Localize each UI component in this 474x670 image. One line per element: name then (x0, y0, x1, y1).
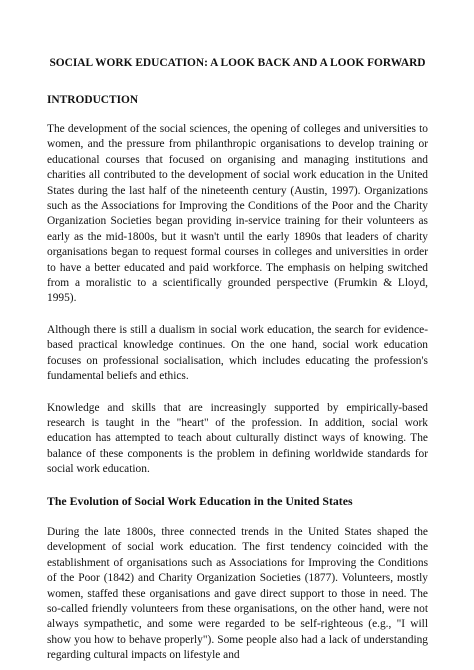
document-title: SOCIAL WORK EDUCATION: A LOOK BACK AND A LOOK FORWARD (49, 57, 426, 69)
introduction-paragraph-3: Knowledge and skills that are increasingly supported by empirically-based research is taught in the "heart" of the profession. In addition, social work education has attempted to teach about culturally distinct ways of knowing. The balance of these components is the problem in defining worldwide standards for social work education. (47, 401, 428, 476)
evolution-paragraph-1: During the late 1800s, three connected trends in the United States shaped the development of social work education. The first tendency coincided with the establishment of organisations such as Associations for Improving the Conditions of the Poor (1842) and Charity Organization Societies (1877). Volunteers, mostly women, staffed these organisations and gave direct support to those in need. The so-called friendly volunteers from these organisations, on the other hand, were not always sympathetic, and some were regarded to be self-righteous (e.g., "I will show you how to behave properly"). Some people also had a lack of understanding regarding cultural impacts on lifestyle and (47, 526, 428, 662)
introduction-paragraph-2: Although there is still a dualism in social work education, the search for evidence-based practical knowledge continues. On the one hand, social work education focuses on professional socialisation, which includes educating the profession's fundamental beliefs and ethics. (47, 323, 428, 383)
section-heading-evolution: The Evolution of Social Work Education in the United States (47, 493, 353, 508)
section-heading-introduction: INTRODUCTION (47, 93, 139, 106)
introduction-paragraph-1: The development of the social sciences, the opening of colleges and universities to women, and the pressure from philanthropic organisations to develop training or educational courses that focused on organising and managing institutions and charities all contributed to the development of social work education in the United States during the last half of the nineteenth century (Austin, 1997). Organizations such as the Associations for Improving the Conditions of the Poor and the Charity Organization Societies began providing in-service training for their volunteers as early as the mid-1800s, but it wasn't until the early 1890s that leaders of charity organisations began to request formal courses in colleges and universities in order to have a better educated and paid workforce. The emphasis on helping switched from a moralistic to a scientifically grounded perspective (Frumkin & Lloyd, 1995). (47, 123, 428, 305)
